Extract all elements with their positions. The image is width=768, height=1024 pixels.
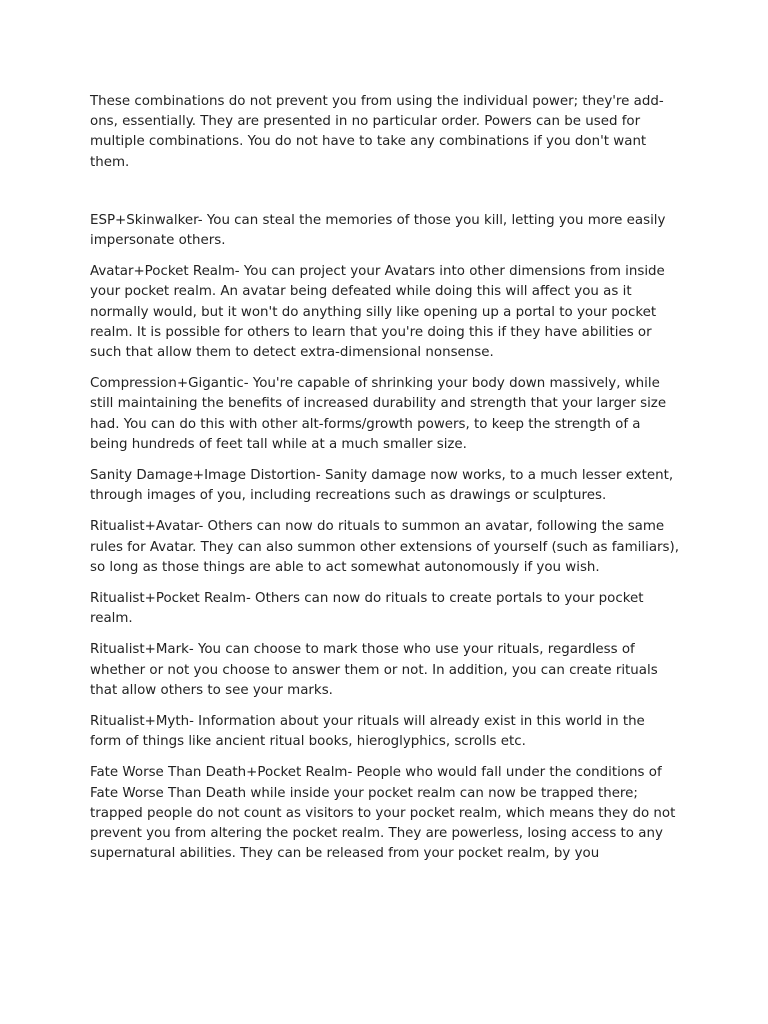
combination-ritualist-myth: Ritualist+Myth- Information about your rituals will already exist in this world in the form of things like ancient ritual books, hieroglyphics, scrolls etc. (90, 714, 645, 750)
combination-sanity-damage-image-distortion: Sanity Damage+Image Distortion- Sanity damage now works, to a much lesser extent, through images of you, including recreations such as drawings or sculptures. (90, 468, 674, 504)
combination-ritualist-pocket-realm: Ritualist+Pocket Realm- Others can now do rituals to create portals to your pocket realm. (90, 591, 644, 627)
combination-fate-worse-than-death-pocket-realm: Fate Worse Than Death+Pocket Realm- People who would fall under the conditions of Fate Worse Than Death while inside your pocket realm can now be trapped there; trapped people do not count as visitors to your pocket realm, which means they do not prevent you from altering the pocket realm. They are powerless, losing access to any supernatural abilities. They can be released from your pocket realm, by you (90, 765, 676, 862)
intro-paragraph: These combinations do not prevent you from using the individual power; they're add-ons, essentially. They are presented in no particular order. Powers can be used for multiple combinations. You do not have to take any combinations if you don't want them. (90, 94, 664, 170)
combination-esp-skinwalker: ESP+Skinwalker- You can steal the memories of those you kill, letting you more easily impersonate others. (90, 212, 666, 249)
combination-compression-gigantic: Compression+Gigantic- You're capable of shrinking your body down massively, while still maintaining the benefits of increased durability and strength that your larger size had. You can do this with other alt-forms/growth powers, to keep the strength of a being hundreds of feet tall while at a much smaller size. (90, 376, 667, 452)
combination-avatar-pocket-realm: Avatar+Pocket Realm- You can project your Avatars into other dimensions from inside your pocket realm. An avatar being defeated while doing this will affect you as it normally would, but it won't do anything silly like opening up a portal to your pocket realm. It is possible for others to learn that you're doing this if they have abilities or such that allow them to detect extra-dimensional nonsense. (90, 264, 665, 361)
document-page (90, 92, 680, 876)
combination-ritualist-mark: Ritualist+Mark- You can choose to mark those who use your rituals, regardless of whether or not you choose to answer them or not. In addition, you can create rituals that allow others to see your marks. (90, 642, 658, 698)
combination-ritualist-avatar: Ritualist+Avatar- Others can now do rituals to summon an avatar, following the same rules for Avatar. They can also summon other extensions of yourself (such as familiars), so long as those things are able to act somewhat autonomously if you wish. (90, 519, 679, 575)
